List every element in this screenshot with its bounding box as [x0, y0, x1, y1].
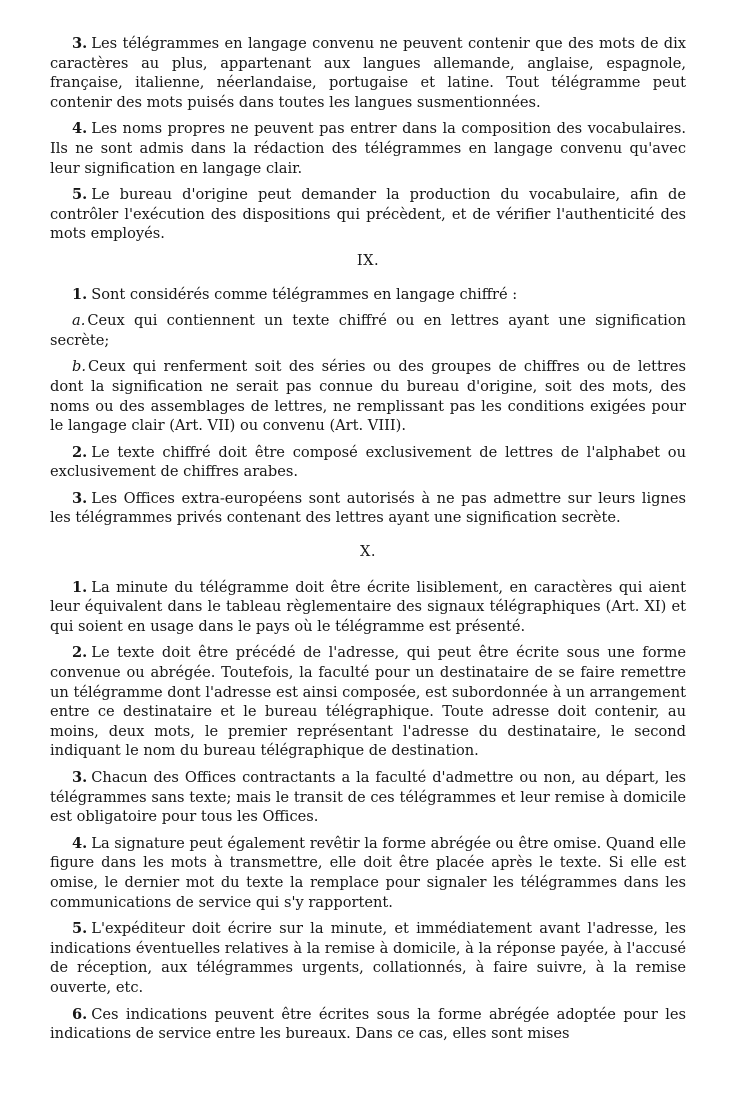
- paragraph-x-2: [50, 643, 686, 761]
- paragraph-text: Le texte chiffré doit être composé exclusivement de lettres de l'alphabet ou exclusivement de chiffres arabes.: [50, 443, 686, 481]
- paragraph-number: 2.: [72, 443, 88, 461]
- paragraph-number: 1.: [72, 578, 88, 596]
- paragraph-number: 5.: [72, 186, 88, 204]
- paragraph-text: Sont considérés comme télégrammes en langage chiffré :: [91, 285, 518, 303]
- paragraph-x-3: [50, 768, 686, 827]
- paragraph-text: Les noms propres ne peuvent pas entrer dans la composition des vocabulaires. Ils ne sont admis dans la rédaction des télégrammes en langage convenu qu'avec leur signification en langage clair.: [50, 120, 686, 177]
- paragraph-ix-a: [50, 311, 686, 350]
- paragraph-number: 5.: [72, 920, 88, 938]
- paragraph-ix-2: [50, 443, 686, 482]
- paragraph-text: Le texte doit être précédé de l'adresse, qui peut être écrite sous une forme convenue ou abrégée. Toutefois, la faculté pour un destinataire de se faire remettre un télégramme dont l'adresse est ainsi composée, est subordonnée à un arrangement entre ce destinataire et le bureau télégraphique. Toute adresse doit contenir, au moins, deux mots, le premier représentant l'adresse du destinataire, le second indiquant le nom du bureau télégraphique de destination.: [50, 644, 686, 760]
- paragraph-intro-4: [50, 119, 686, 178]
- paragraph-text: La minute du télégramme doit être écrite lisiblement, en caractères qui aient leur équivalent dans le tableau règlementaire des signaux télégraphiques (Art. XI) et qui soient en usage dans le pays où le télégramme est présenté.: [50, 578, 686, 635]
- paragraph-text: Les télégrammes en langage convenu ne peuvent contenir que des mots de dix caractères au plus, appartenant aux langues allemande, anglaise, espagnole, française, italienne, néerlandaise, portugaise et latine. Tout télégramme peut contenir des mots puisés dans toutes les langues susmentionnées.: [50, 35, 686, 111]
- paragraph-ix-3: [50, 489, 686, 528]
- paragraph-number: 4.: [72, 834, 88, 852]
- paragraph-text: Ces indications peuvent être écrites sous la forme abrégée adoptée pour les indications de service entre les bureaux. Dans ce cas, elles sont mises: [50, 1005, 686, 1043]
- paragraph-text: La signature peut également revêtir la forme abrégée ou être omise. Quand elle figure dans les mots à transmettre, elle doit être placée après le texte. Si elle est omise, le dernier mot du texte la remplace pour signaler les télégrammes dans les communications de service qui s'y rapportent.: [50, 834, 686, 911]
- paragraph-intro-3: [50, 34, 686, 112]
- paragraph-x-6: [50, 1005, 686, 1044]
- paragraph-x-1: [50, 578, 686, 637]
- paragraph-number: 3.: [72, 769, 88, 786]
- paragraph-number: 4.: [72, 120, 88, 138]
- paragraph-letter: a.: [72, 312, 86, 330]
- paragraph-text: L'expéditeur doit écrire sur la minute, et immédiatement avant l'adresse, les indications éventuelles relatives à la remise à domicile, à la réponse payée, à l'accusé de réception, aux télégrammes urgents, collationnés, à faire suivre, à la remise ouverte, etc.: [50, 920, 686, 996]
- paragraph-text: Ceux qui renferment soit des séries ou des groupes de chiffres ou de lettres dont la signification ne serait pas connue du bureau d'origine, soit des mots, des noms ou des assemblages de lettres, ne remplissant pas les conditions exigées pour le langage clair (Art. VII) ou convenu (Art. VIII).: [50, 358, 686, 435]
- paragraph-letter: b.: [72, 358, 86, 376]
- section-heading-ix: IX.: [356, 251, 380, 269]
- paragraph-x-5: [50, 919, 686, 997]
- paragraph-intro-5: [50, 185, 686, 244]
- document-page: [50, 34, 686, 1051]
- paragraph-text: Le bureau d'origine peut demander la production du vocabulaire, afin de contrôler l'exécution des dispositions qui précèdent, et de vérifier l'authenticité des mots employés.: [50, 186, 686, 243]
- paragraph-text: Les Offices extra-européens sont autorisés à ne pas admettre sur leurs lignes les télégrammes privés contenant des lettres ayant une signification secrète.: [50, 489, 686, 527]
- paragraph-x-4: [50, 834, 686, 912]
- paragraph-number: 2.: [72, 644, 88, 662]
- paragraph-text: Chacun des Offices contractants a la faculté d'admettre ou non, au départ, les télégrammes sans texte; mais le transit de ces télégrammes et leur remise à domicile est obligatoire pour tous les Offices.: [50, 769, 686, 826]
- paragraph-text: Ceux qui contiennent un texte chiffré ou en lettres ayant une signification secrète;: [50, 312, 686, 349]
- paragraph-number: 6.: [72, 1005, 88, 1023]
- paragraph-number: 3.: [72, 489, 88, 507]
- paragraph-ix-1: [50, 285, 686, 305]
- section-heading-x: X.: [359, 543, 377, 561]
- paragraph-ix-b: [50, 357, 686, 435]
- paragraph-number: 3.: [72, 35, 88, 52]
- paragraph-number: 1.: [72, 285, 88, 303]
